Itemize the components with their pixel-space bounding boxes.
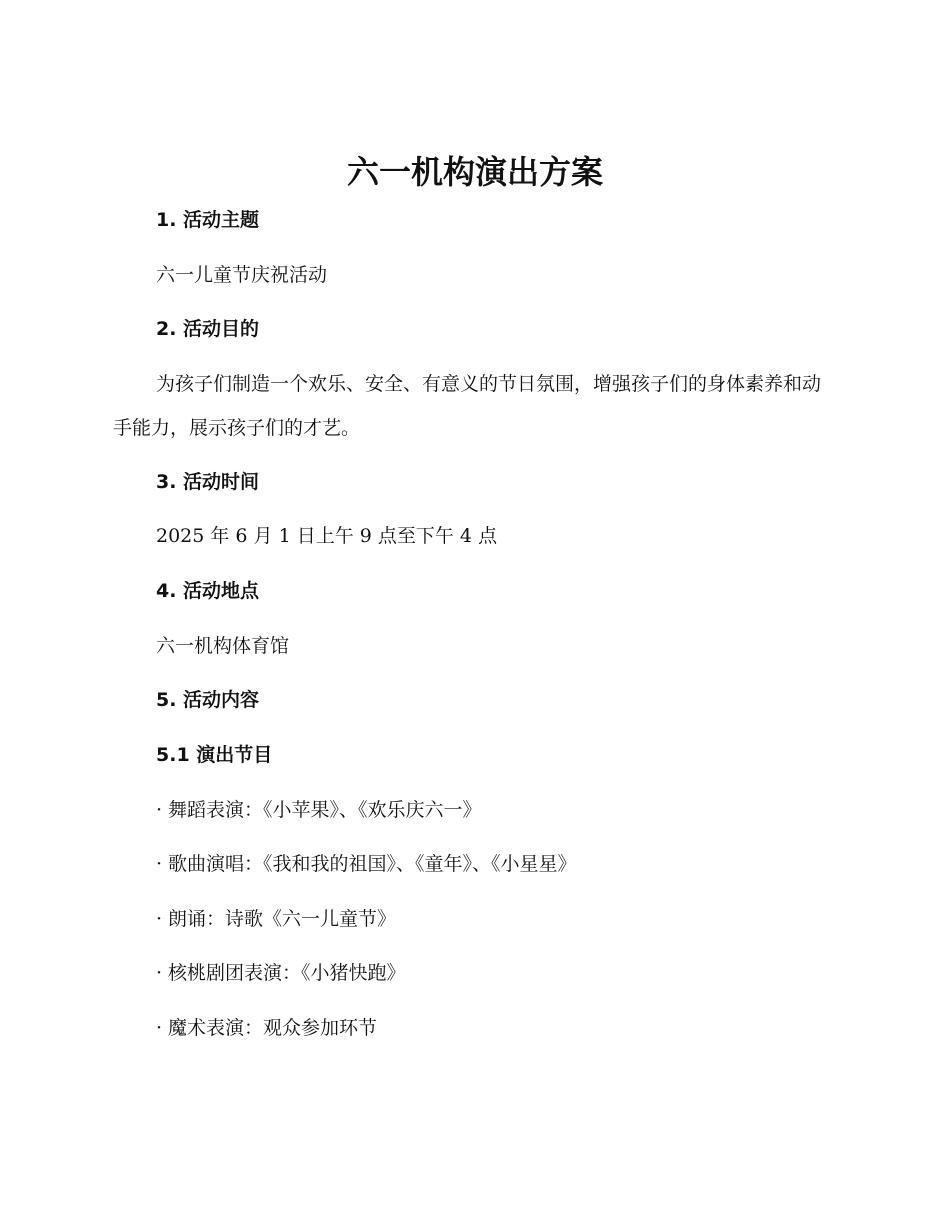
- bullet-icon: ·: [156, 1017, 163, 1039]
- section-text-theme: 六一儿童节庆祝活动: [156, 264, 328, 286]
- list-item-text: 魔术表演：观众参加环节: [168, 1017, 378, 1039]
- list-item: [156, 1015, 377, 1041]
- section-heading-time: 3. 活动时间: [156, 471, 260, 493]
- section-heading-location: 4. 活动地点: [156, 580, 260, 602]
- document-title: 六一机构演出方案: [346, 153, 603, 191]
- list-item: [156, 797, 482, 823]
- list-item: [156, 960, 406, 986]
- list-item-text: 核桃剧团表演：《小猪快跑》: [168, 962, 406, 984]
- bullet-icon: ·: [156, 962, 163, 984]
- bullet-icon: ·: [156, 853, 163, 875]
- section-text-purpose: 为孩子们制造一个欢乐、安全、有意义的节日氛围，增强孩子们的身体素养和动手能力，展示孩子们的才艺。: [113, 373, 822, 439]
- section-heading-theme: 1. 活动主题: [156, 209, 260, 231]
- subsection-heading-performances: 5.1 演出节目: [156, 744, 273, 766]
- bullet-icon: ·: [156, 908, 163, 930]
- list-item: [156, 906, 396, 932]
- bullet-icon: ·: [156, 799, 163, 821]
- section-text-location: 六一机构体育馆: [156, 635, 290, 657]
- list-item-text: 朗诵：诗歌《六一儿童节》: [168, 908, 397, 930]
- section-heading-content: 5. 活动内容: [156, 689, 260, 711]
- list-item: [156, 851, 577, 877]
- list-item-text: 舞蹈表演：《小苹果》、《欢乐庆六一》: [168, 799, 482, 821]
- list-item-text: 歌曲演唱：《我和我的祖国》、《童年》、《小星星》: [168, 853, 577, 875]
- section-heading-purpose: 2. 活动目的: [156, 318, 260, 340]
- section-text-time: 2025 年 6 月 1 日上午 9 点至下午 4 点: [156, 525, 498, 547]
